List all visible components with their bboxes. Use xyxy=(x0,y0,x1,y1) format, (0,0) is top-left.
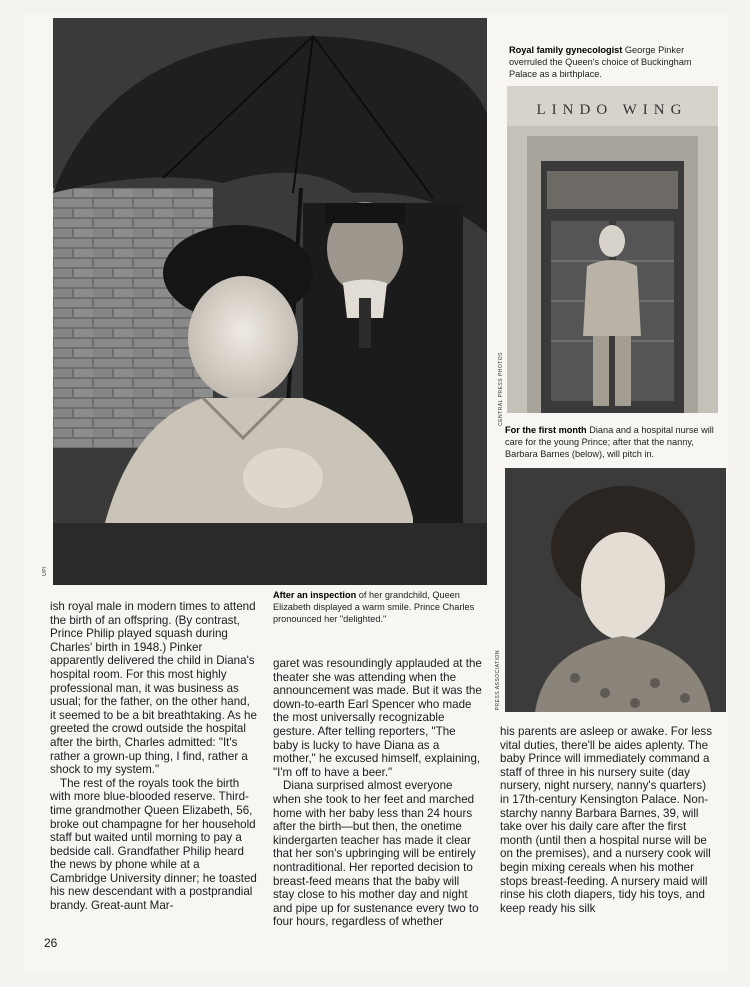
doctor-caption-text: George Pinker overruled the Queen's choice of Buckingham Palace as a birthplace. xyxy=(509,45,692,79)
nurse-caption xyxy=(505,424,718,460)
building-sign: LINDO WING xyxy=(536,102,688,118)
nurse-caption-lead: For the first month xyxy=(505,425,587,435)
paragraph: garet was resoundingly applauded at the theater she was attending when the announcement was made. But it was the down-to-earth Earl Spencer who made the most universally recognizable gesture. After telling reporters, "The baby is lucky to have Diana as a mother," he excused himself, explaining, "I'm off to have a beer." xyxy=(273,657,482,779)
doctor-photo xyxy=(507,86,718,413)
nurse-caption-text: Diana and a hospital nurse will care for the young Prince; after that the nanny, Barbara Barnes (below), will pitch in. xyxy=(505,425,714,459)
paragraph: ish royal male in modern times to attend the birth of an offspring. (By contrast, Prince Philip played squash during Charles' birth in 1948.) Pinker apparently delivered the child in Diana's hospital room. For this most highly professional man, it was business as usual; for the father, on the other hand, it seemed to be a bit breathtaking. As he greeted the crowd outside the hospital after the birth, Charles admitted: "It's rather a grown-up thing, I find, rather a shock to my system." xyxy=(50,600,257,777)
article-column-2 xyxy=(273,657,483,929)
paragraph: his parents are asleep or awake. For less vital duties, there'll be aides aplenty. The baby Prince will immediately command a staff of three in his nursery suite (day nursery, night nursery, nanny's quarters) in 17th-century Kensington Palace. Non-starchy nanny Barbara Barnes, 39, will take over his daily care after the first month (until then a hospital nurse will be on the premises), and a nursery cook will begin mixing cereals when his mother stops breast-feeding. A nursery maid will rinse his cloth diapers, tidy his toys, and keep ready his silk xyxy=(500,725,713,915)
paragraph: The rest of the royals took the birth with more blue-blooded reserve. Third-time grandmother Queen Elizabeth, 56, broke out champagne for her household staff but waited until morning to pay a bedside call. Grandfather Philip heard the news by phone while at a Cambridge University dinner; he toasted his new descendant with a postprandial brandy. Great-aunt Mar- xyxy=(50,776,257,913)
paragraph: Diana surprised almost everyone when she took to her feet and marched home with her baby less than 24 hours after the birth—but then, the onetime kindergarten teacher has made it clear that her son's upbringing will be entirely nontraditional. Her reported decision to breast-feed means that the baby will stay close to his mother day and night and pipe up for sustenance every two to four hours, regardless of whether xyxy=(273,779,479,929)
page-number: 26 xyxy=(44,936,58,950)
photo-credit-main: UPI xyxy=(42,566,48,576)
nanny-photo xyxy=(505,468,726,712)
doctor-caption-lead: Royal family gynecologist xyxy=(509,45,623,55)
main-photo-image xyxy=(53,18,487,585)
main-caption-lead: After an inspection xyxy=(273,590,357,600)
article-column-1 xyxy=(50,600,258,913)
article-column-3 xyxy=(500,725,715,915)
main-caption-text: of her grandchild, Queen Elizabeth displayed a warm smile. Prince Charles pronounced her "delighted." xyxy=(273,590,475,624)
photo-credit-doctor: CENTRAL PRESS PHOTOS xyxy=(498,352,504,426)
nanny-photo-image xyxy=(505,468,726,712)
doctor-photo-image xyxy=(507,86,718,413)
doctor-caption xyxy=(509,44,715,80)
main-photo xyxy=(53,18,487,585)
main-caption xyxy=(273,589,483,625)
photo-credit-nanny: PRESS ASSOCIATION xyxy=(495,650,501,711)
